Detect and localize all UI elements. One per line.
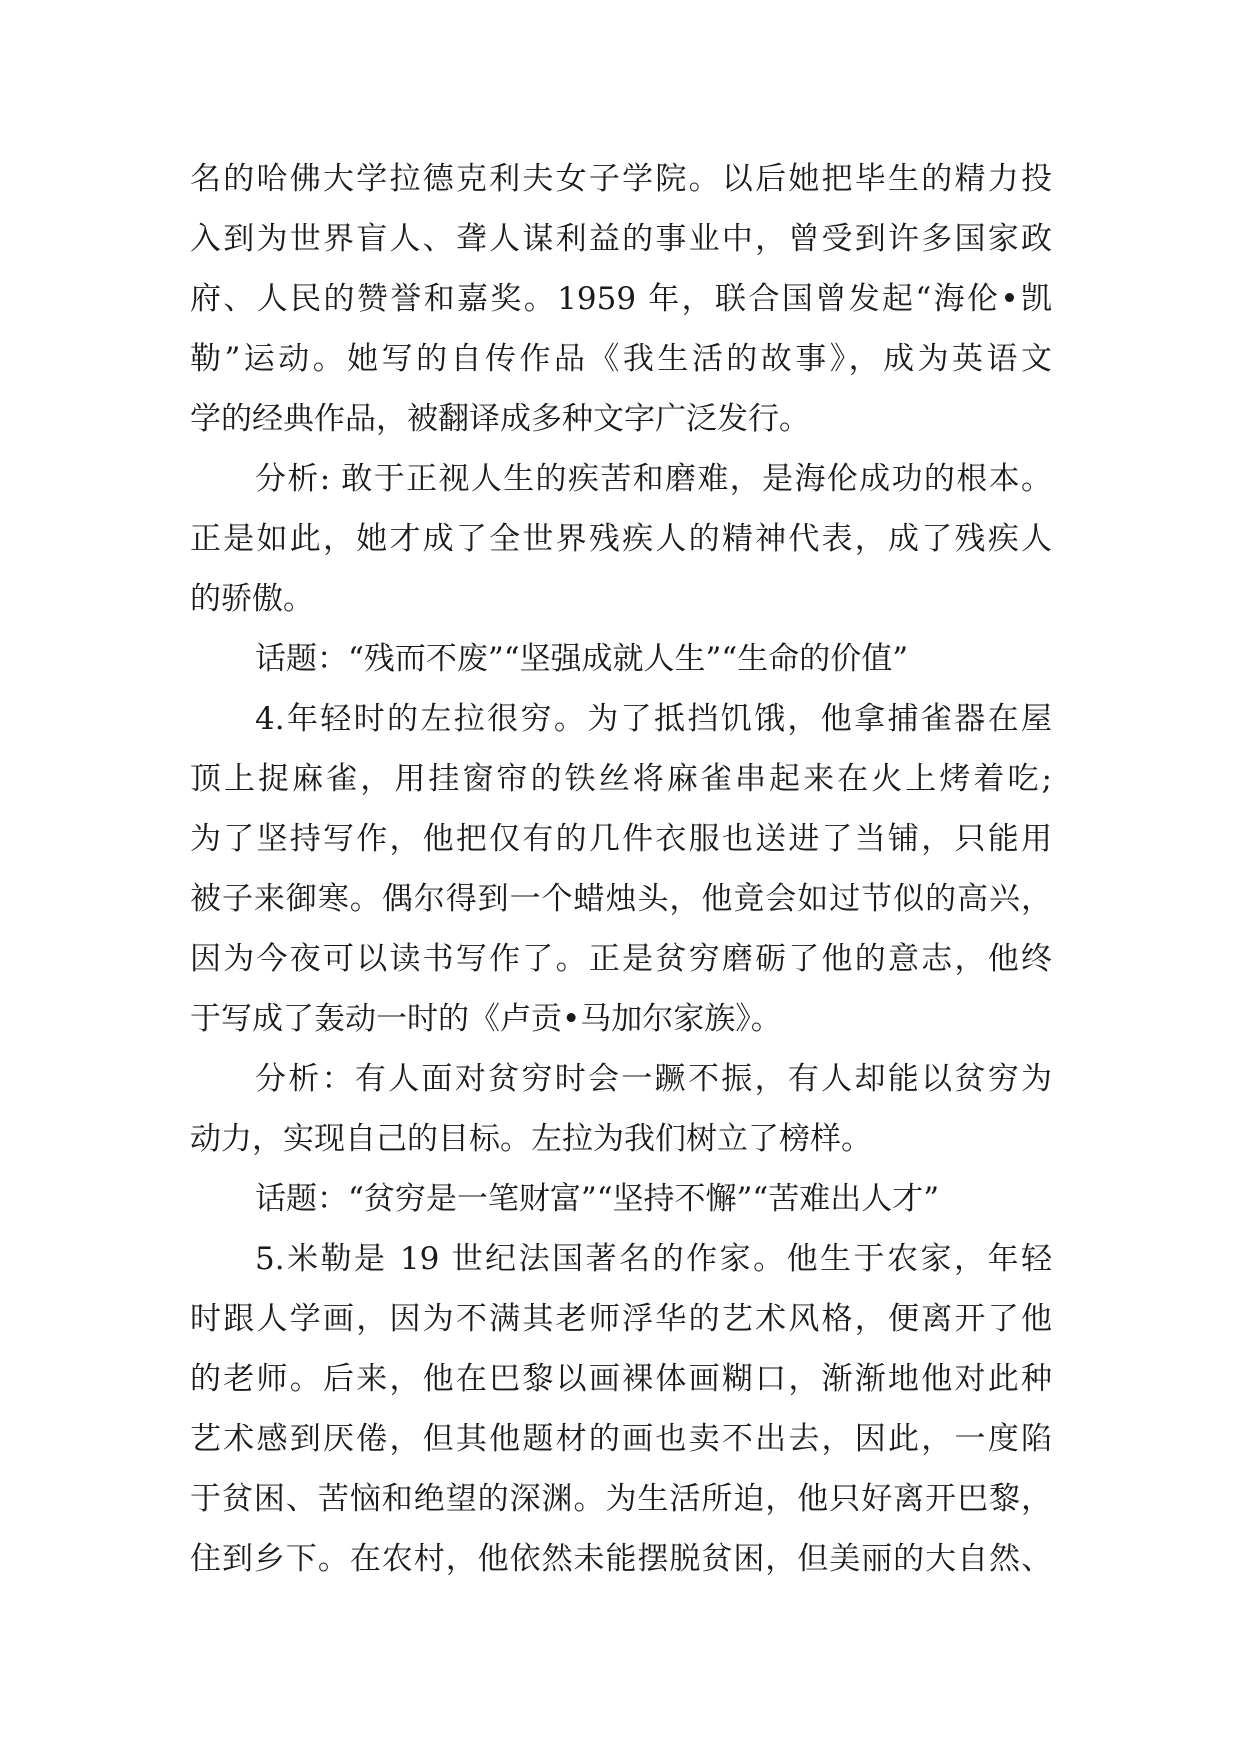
text-line: 4.年轻时的左拉很穷。为了抵挡饥饿，他拿捕雀器在屋	[255, 701, 1052, 737]
text-line: 话题：“残而不废”“坚强成就人生”“生命的价值”	[255, 641, 909, 677]
text-line: 分析: 敢于正视人生的疾苦和磨难，是海伦成功的根本。	[255, 461, 1052, 497]
text-line: 正是如此，她才成了全世界残疾人的精神代表，成了残疾人	[190, 521, 1052, 557]
paragraph-millet-story	[190, 1229, 1052, 1589]
paragraph-analysis-zola	[190, 1049, 1052, 1169]
text-line: 艺术感到厌倦，但其他题材的画也卖不出去，因此，一度陷	[190, 1421, 1052, 1457]
document-body	[190, 149, 1052, 1589]
text-line: 住到乡下。在农村，他依然未能摆脱贫困，但美丽的大自然、	[190, 1541, 1052, 1577]
text-line: 为了坚持写作，他把仅有的几件衣服也送进了当铺，只能用	[190, 821, 1052, 857]
text-line: 话题：“贫穷是一笔财富”“坚持不懈”“苦难出人才”	[255, 1181, 940, 1217]
paragraph-analysis-helen	[190, 449, 1052, 629]
text-line: 勒”运动。她写的自传作品《我生活的故事》，成为英语文	[190, 341, 1052, 377]
text-line: 时跟人学画，因为不满其老师浮华的艺术风格，便离开了他	[190, 1301, 1052, 1337]
text-line: 的骄傲。	[190, 581, 314, 617]
paragraph-topic-zola	[190, 1169, 1052, 1229]
text-line: 分析：有人面对贫穷时会一蹶不振，有人却能以贫穷为	[255, 1061, 1052, 1097]
text-line: 5.米勒是 19 世纪法国著名的作家。他生于农家，年轻	[255, 1241, 1052, 1277]
text-line: 名的哈佛大学拉德克利夫女子学院。以后她把毕生的精力投	[190, 161, 1052, 197]
text-line: 动力，实现自己的目标。左拉为我们树立了榜样。	[190, 1121, 872, 1157]
text-line: 因为今夜可以读书写作了。正是贫穷磨砺了他的意志，他终	[190, 941, 1052, 977]
text-line: 的老师。后来，他在巴黎以画裸体画糊口，渐渐地他对此种	[190, 1361, 1052, 1397]
paragraph-helen-keller-story	[190, 149, 1052, 449]
text-line: 府、人民的赞誉和嘉奖。1959 年，联合国曾发起“海伦•凯	[190, 281, 1052, 317]
text-line: 被子来御寒。偶尔得到一个蜡烛头，他竟会如过节似的高兴，	[190, 881, 1052, 917]
text-line: 于写成了轰动一时的《卢贡•马加尔家族》。	[190, 1001, 782, 1037]
text-line: 顶上捉麻雀，用挂窗帘的铁丝将麻雀串起来在火上烤着吃;	[190, 761, 1052, 797]
text-line: 入到为世界盲人、聋人谋利益的事业中，曾受到许多国家政	[190, 221, 1052, 257]
paragraph-zola-story	[190, 689, 1052, 1049]
text-line: 学的经典作品，被翻译成多种文字广泛发行。	[190, 401, 810, 437]
paragraph-topic-helen	[190, 629, 1052, 689]
text-line: 于贫困、苦恼和绝望的深渊。为生活所迫，他只好离开巴黎，	[190, 1481, 1052, 1517]
